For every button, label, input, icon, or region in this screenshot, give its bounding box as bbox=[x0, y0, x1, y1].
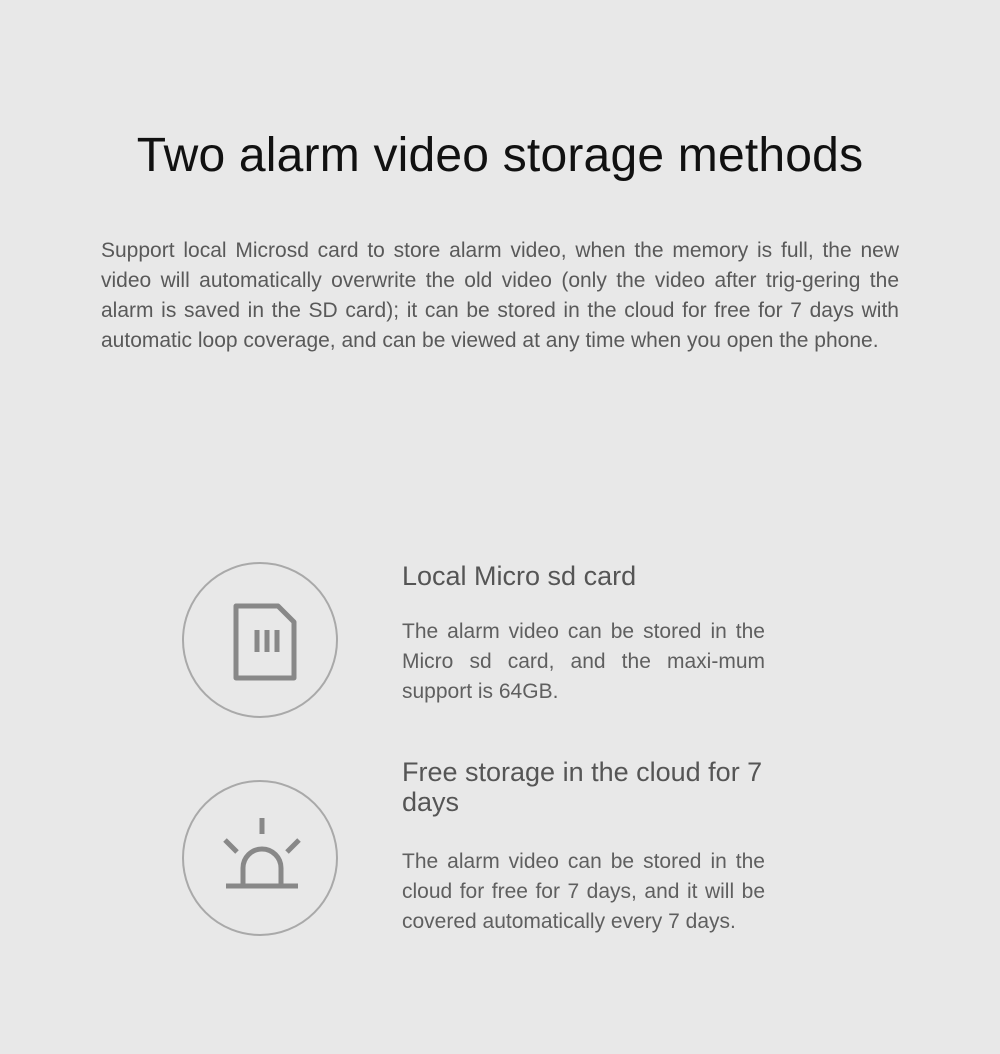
sd-card-icon-circle bbox=[182, 562, 338, 718]
feature-text-block bbox=[402, 561, 765, 707]
sd-card-icon bbox=[184, 564, 340, 720]
feature-description: The alarm video can be stored in the cloud for free for 7 days, and it will be covered automatically every 7 days. bbox=[402, 850, 765, 933]
alarm-icon-circle bbox=[182, 780, 338, 936]
feature-description: The alarm video can be stored in the Micro sd card, and the maxi-mum support is 64GB. bbox=[402, 620, 765, 703]
alarm-siren-icon bbox=[184, 782, 340, 938]
feature-title: Free storage in the cloud for 7 days bbox=[402, 757, 763, 817]
intro-paragraph: Support local Microsd card to store alarm video, when the memory is full, the new video will automatically overwrite the old video (only the video after trig-gering the alarm is saved in the SD card); it can be stored in the cloud for free for 7 days with automatic loop coverage, and can be viewed at any time when you open the phone. bbox=[101, 239, 899, 352]
feature-text-block bbox=[402, 757, 765, 937]
feature-title: Local Micro sd card bbox=[402, 561, 637, 591]
page-title: Two alarm video storage methods bbox=[136, 129, 864, 182]
